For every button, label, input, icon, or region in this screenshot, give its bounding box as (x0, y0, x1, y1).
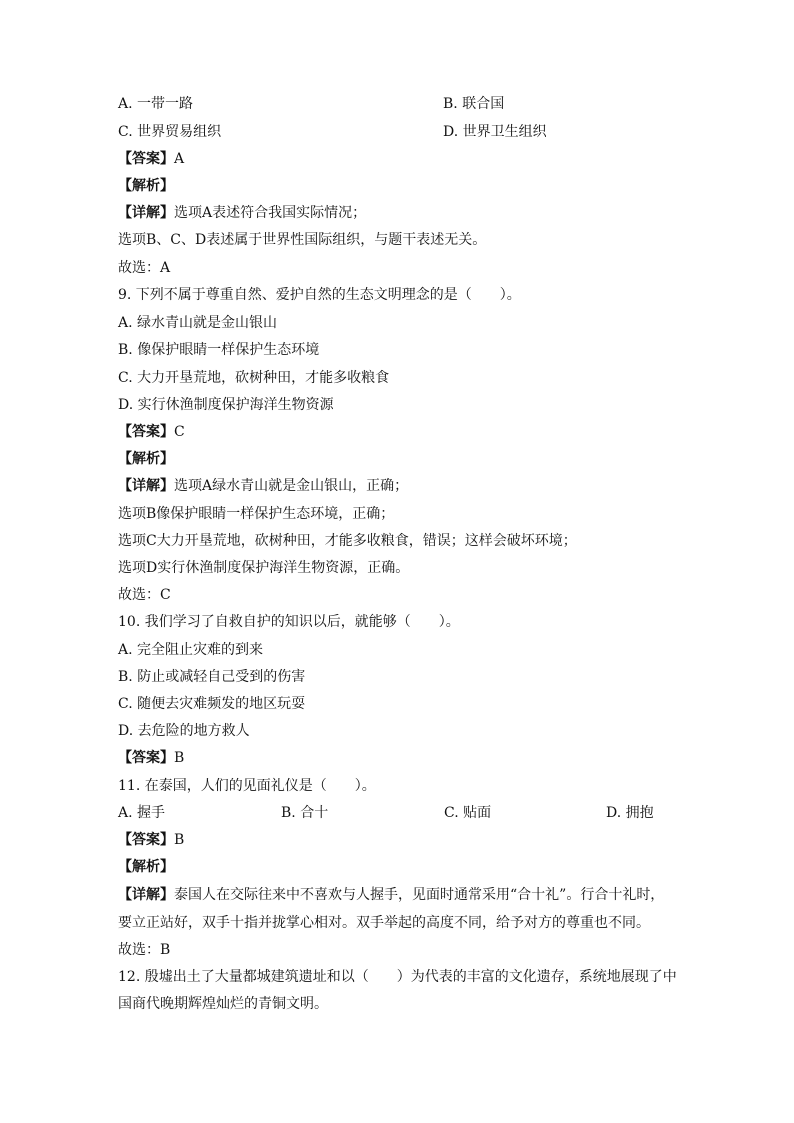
q8-detail (118, 203, 366, 223)
detail-text: 选项A绿水青山就是金山银山，正确； (174, 478, 409, 494)
q9-option-d: D. 实行休渔制度保护海洋生物资源 (118, 397, 334, 413)
q9-detail-line: 选项B像保护眼睛一样保护生态环境，正确； (118, 506, 395, 522)
detail-text: 泰国人在交际往来中不喜欢与人握手，见面时通常采用“合十礼”。行合十礼时， (174, 887, 665, 903)
q12-stem-continued: 国商代晚期辉煌灿烂的青铜文明。 (118, 996, 328, 1012)
q10-option-c: C. 随便去灾难频发的地区玩耍 (118, 696, 306, 712)
q8-option-c: C. 世界贸易组织 (118, 124, 222, 140)
answer-value: B (174, 750, 185, 766)
q9-answer (118, 422, 185, 442)
detail-tag: 【详解】 (118, 205, 174, 221)
q9-detail (118, 476, 408, 496)
q8-analysis-tag: 【解析】 (118, 178, 174, 194)
detail-tag: 【详解】 (118, 887, 174, 903)
q8-option-a: A. 一带一路 (118, 96, 194, 112)
answer-tag: 【答案】 (118, 750, 174, 766)
q10-answer (118, 748, 184, 768)
q9-detail-line: 选项C大力开垦荒地，砍树种田，才能多收粮食，错误；这样会破坏环境； (118, 533, 577, 549)
q11-option-b: B. 合十 (281, 805, 329, 821)
q9-conclusion: 故选：C (118, 587, 171, 603)
q8-detail-line: 选项B、C、D表述属于世界性国际组织，与题干表述无关。 (118, 232, 487, 248)
answer-tag: 【答案】 (118, 424, 174, 440)
detail-tag: 【详解】 (118, 478, 174, 494)
q9-analysis-tag: 【解析】 (118, 451, 174, 467)
q9-detail-line: 选项D实行休渔制度保护海洋生物资源，正确。 (118, 560, 410, 576)
q11-answer (118, 830, 184, 850)
q8-option-b: B. 联合国 (443, 96, 505, 112)
q9-option-c: C. 大力开垦荒地，砍树种田，才能多收粮食 (118, 370, 390, 386)
q11-option-c: C. 贴面 (444, 805, 492, 821)
q11-conclusion: 故选：B (118, 942, 171, 958)
q11-option-a: A. 握手 (118, 805, 166, 821)
answer-value: C (174, 424, 185, 440)
q10-option-d: D. 去危险的地方救人 (118, 723, 250, 739)
q8-option-d: D. 世界卫生组织 (443, 124, 547, 140)
q8-conclusion: 故选：A (118, 260, 171, 276)
q11-detail-line: 要立正站好，双手十指并拢掌心相对。双手举起的高度不同，给予对方的尊重也不同。 (118, 915, 650, 931)
answer-tag: 【答案】 (118, 151, 174, 167)
q9-option-b: B. 像保护眼睛一样保护生态环境 (118, 342, 320, 358)
answer-tag: 【答案】 (118, 832, 174, 848)
q9-stem: 9. 下列不属于尊重自然、爱护自然的生态文明理念的是（ ）。 (118, 287, 521, 303)
q11-stem: 11. 在泰国，人们的见面礼仪是（ ）。 (118, 778, 376, 794)
q11-option-d: D. 拥抱 (606, 805, 654, 821)
q8-answer (118, 149, 184, 169)
answer-value: A (174, 151, 185, 167)
q10-option-b: B. 防止或减轻自己受到的伤害 (118, 669, 306, 685)
q12-stem: 12. 殷墟出土了大量都城建筑遗址和以（ ）为代表的丰富的文化遗存，系统地展现了中 (118, 969, 677, 985)
q11-detail (118, 885, 664, 905)
q11-analysis-tag: 【解析】 (118, 859, 174, 875)
q10-option-a: A. 完全阻止灾难的到来 (118, 642, 264, 658)
detail-text: 选项A表述符合我国实际情况； (174, 205, 367, 221)
answer-value: B (174, 832, 185, 848)
q10-stem: 10. 我们学习了自救自护的知识以后，就能够（ ）。 (118, 614, 460, 630)
q9-option-a: A. 绿水青山就是金山银山 (118, 315, 278, 331)
